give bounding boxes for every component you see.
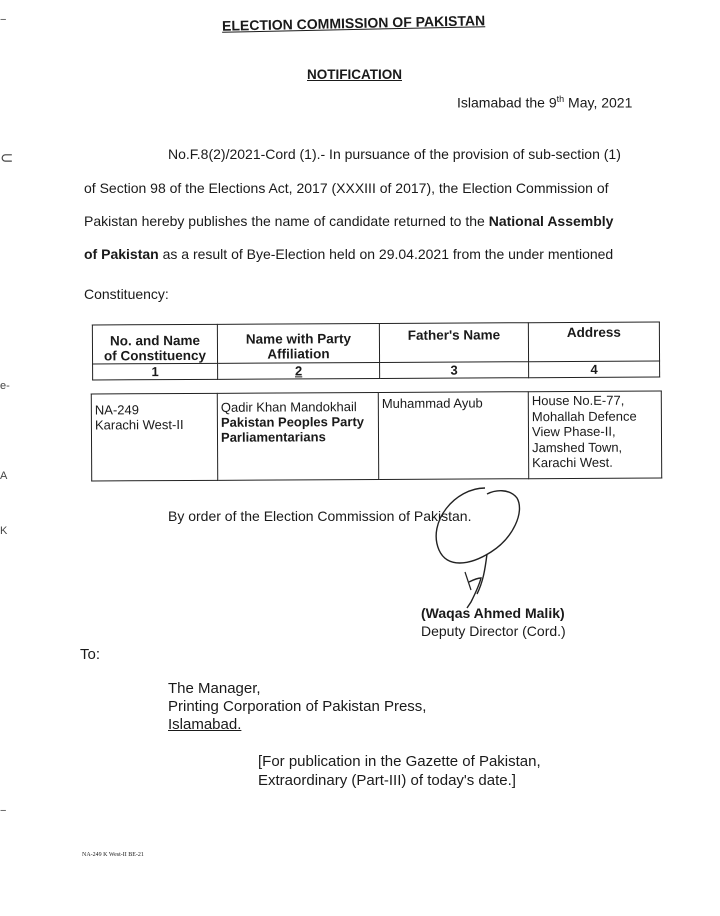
cell-name: Qadir Khan Mandokhail Pakistan Peoples Party Parliamentarians [217, 392, 378, 480]
cell-constituency: NA-249 Karachi West-II [91, 393, 217, 481]
body-line-4 [84, 246, 613, 262]
column-header: Address [528, 322, 659, 362]
cell-father-name: Muhammad Ayub [378, 392, 528, 480]
edge-mark: K [0, 525, 8, 537]
edge-mark: ⊂ [0, 150, 14, 167]
publication-note [258, 752, 541, 790]
edge-mark: e- [0, 380, 10, 392]
note-line: Extraordinary (Part-III) of today's date.] [258, 772, 516, 789]
notification-heading: NOTIFICATION [307, 67, 402, 82]
column-header: No. and Name of Constituency [92, 324, 217, 364]
document-title: ELECTION COMMISSION OF PAKISTAN [221, 12, 486, 34]
table-header-row [92, 322, 659, 364]
column-header: Name with Party Affiliation [217, 323, 379, 363]
signature [425, 482, 535, 612]
cell-address: House No.E-77, Mohallah Defence View Phase-II, Jamshed Town, Karachi West. [528, 391, 661, 479]
body-text: Pakistan hereby publishes the name of candidate returned to the [84, 213, 489, 229]
table-header [92, 322, 660, 381]
body-line-2: of Section 98 of the Elections Act, 2017 (XXXIII of 2017), the Election Commission of [84, 180, 609, 196]
recipient-line: The Manager, [168, 680, 261, 697]
signatory-name: (Waqas Ahmed Malik) [421, 605, 565, 621]
date-line [457, 94, 632, 111]
body-bold-text: of Pakistan [84, 246, 159, 262]
body-line-3 [84, 213, 613, 229]
recipient-line: Islamabad. [168, 716, 242, 733]
table-data [91, 391, 662, 482]
edge-mark: − [0, 805, 7, 817]
column-number-row [93, 361, 660, 380]
recipient-block [168, 680, 426, 734]
column-number: 2 [218, 362, 380, 379]
column-number: 1 [93, 363, 218, 380]
edge-mark: A [0, 470, 8, 482]
body-line-5: Constituency: [84, 286, 169, 302]
signatory-designation: Deputy Director (Cord.) [421, 623, 566, 639]
column-number: 4 [529, 361, 660, 378]
body-text: as a result of Bye-Election held on 29.04.2021 from the under mentioned [158, 246, 614, 262]
by-order-line: By order of the Election Commission of Pakistan. [168, 508, 472, 524]
table-row [91, 391, 661, 481]
date-suffix: th [556, 94, 565, 104]
date-place: Islamabad the 9 [457, 94, 557, 111]
body-line-1: No.F.8(2)/2021-Cord (1).- In pursuance of the provision of sub-section (1) [168, 146, 621, 162]
column-header: Father's Name [379, 323, 528, 363]
body-bold-text: National Assembly [488, 213, 614, 229]
to-label: To: [80, 646, 101, 663]
note-line: [For publication in the Gazette of Pakistan, [258, 753, 541, 770]
column-number: 3 [380, 362, 529, 379]
date-rest: May, 2021 [564, 94, 633, 111]
recipient-line: Printing Corporation of Pakistan Press, [168, 698, 427, 715]
edge-mark: − [0, 14, 7, 26]
footer-reference: NA-249 K West-II BE-21 [82, 852, 144, 858]
